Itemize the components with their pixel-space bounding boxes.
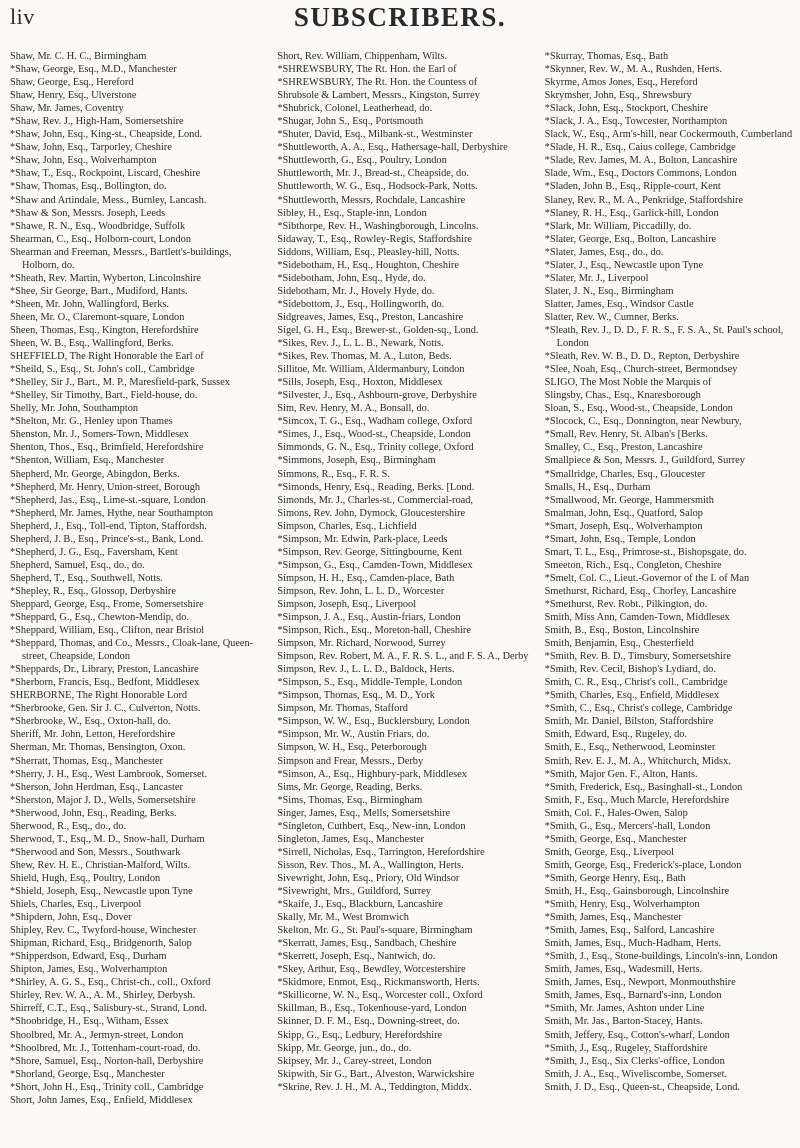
subscriber-entry: Smith, James, Esq., Newport, Monmouthshire — [544, 977, 736, 989]
subscriber-entry: Shenston, Mr. J., Somers-Town, Middlesex — [10, 429, 189, 441]
subscriber-entry: *Slack, John, Esq., Stockport, Cheshire — [544, 103, 709, 115]
subscriber-entry: Sherwood, R., Esq., do., do. — [10, 820, 127, 832]
subscriber-entry: *Slater, J., Esq., Newcastle upon Tyne — [544, 259, 704, 271]
subscriber-entry: *Shaw and Artindale, Mess., Burnley, Lancash. — [10, 194, 207, 206]
subscriber-entry: Short, Rev. William, Chippenham, Wilts. — [277, 51, 447, 62]
subscriber-entry: *Skrine, Rev. J. H., M. A., Teddington, Middx. — [277, 1081, 472, 1093]
subscriber-entry: *Sidebotham, John, Esq., Hyde, do. — [277, 272, 426, 284]
subscriber-entry: Smith, Mr. Daniel, Bilston, Staffordshire — [544, 716, 714, 728]
subscriber-entry: *Sidebottom, J., Esq., Hollingworth, do. — [277, 298, 445, 310]
subscriber-entry: *Smith, James, Esq., Manchester — [544, 912, 682, 924]
subscriber-entry: Smith, George, Esq., Frederick's-place, London — [544, 859, 742, 871]
subscriber-entry: *Slocock, C., Esq., Donnington, near Newbury, — [544, 416, 742, 428]
subscriber-entry: *Silvester, J., Esq., Ashbourn-grove, Derbyshire — [277, 390, 477, 402]
subscriber-entry: *Sherratt, Thomas, Esq., Manchester — [10, 755, 163, 767]
subscriber-entry: Shaw, Henry, Esq., Ulverstone — [10, 90, 137, 102]
subscriber-entry: *Smith, J., Esq., Rugeley, Staffordshire — [544, 1042, 708, 1054]
subscriber-entry: *Shepherd, Mr. Henry, Union-street, Borough — [10, 481, 201, 493]
subscriber-entry: Skillman, B., Esq., Tokenhouse-yard, London — [277, 1003, 467, 1015]
subscriber-entry: *Sherborn, Francis, Esq., Bedfont, Middlesex — [10, 677, 200, 689]
subscriber-entry: *Simcox, T. G., Esq., Wadham college, Oxford — [277, 416, 473, 428]
subscriber-entry: *Slater, James, Esq., do., do. — [544, 246, 664, 258]
subscriber-entry: *Sherwood, John, Esq., Reading, Berks. — [10, 807, 177, 819]
subscriber-entry: *Simes, J., Esq., Wood-st., Cheapside, London — [277, 429, 471, 441]
subscriber-entry: Simpson, Charles, Esq., Lichfield — [277, 520, 417, 532]
subscriber-entry: *Shield, Joseph, Esq., Newcastle upon Tyne — [10, 886, 193, 897]
subscriber-entry: *Sleath, Rev. W. B., D. D., Repton, Derbyshire — [544, 351, 740, 363]
subscriber-entry: Sloan, S., Esq., Wood-st., Cheapside, London — [544, 403, 733, 415]
subscriber-entry: Skipp, Mr. George, jun., do., do. — [277, 1042, 412, 1054]
subscriber-entry: Sillitoe, Mr. William, Aldermanbury, London — [277, 364, 465, 376]
subscriber-entry: Smeeton, Rich., Esq., Congleton, Cheshire — [544, 559, 722, 571]
subscriber-entry: Simpson, Rev. J., L. L. D., Baldock, Herts. — [277, 664, 455, 676]
subscriber-entry: *Smith, Henry, Esq., Wolverhampton — [544, 899, 700, 911]
subscriber-entry: *Smith, Major Gen. F., Alton, Hants. — [544, 768, 698, 780]
subscriber-entry: Shepherd, Mr. George, Abingdon, Berks. — [10, 468, 180, 480]
subscriber-entry: Shaw, George, Esq., Hereford — [10, 77, 134, 89]
subscriber-entry: SHERBORNE, The Right Honorable Lord — [10, 690, 188, 702]
subscriber-entry: *Smallwood, Mr. George, Hammersmith — [544, 494, 714, 506]
subscriber-entry: Shirley, Rev. W. A., A. M., Shirley, Derbysh. — [10, 990, 196, 1002]
subscriber-entry: *Shoobridge, H., Esq., Witham, Essex — [10, 1016, 169, 1028]
subscriber-entry: *Shepley, R., Esq., Glossop, Derbyshire — [10, 585, 176, 597]
subscriber-entry: *Shelley, Sir Timothy, Bart., Field-house, do. — [10, 390, 198, 402]
subscriber-entry: Smith, James, Esq., Much-Hadham, Herts. — [544, 938, 722, 950]
subscriber-entry: *Smith, J., Esq., Stone-buildings, Lincoln's-inn, London — [544, 951, 778, 963]
subscriber-entry: Shepherd, J., Esq., Toll-end, Tipton, Staffordsh. — [10, 520, 207, 532]
subscriber-entry: *Smith, Charles, Esq., Enfield, Middlesex — [544, 690, 720, 702]
subscriber-entry: *Slater, George, Esq., Bolton, Lancashire — [544, 233, 717, 245]
subscriber-entry: *Simpson, J. A., Esq., Austin-friars, London — [277, 612, 461, 624]
running-title: SUBSCRIBERS. — [293, 2, 507, 32]
subscriber-entry: Smalley, C., Esq., Preston, Lancashire — [544, 442, 703, 454]
subscriber-entry: *Smith, G., Esq., Mercers'-hall, London — [544, 820, 711, 832]
subscriber-entry: *Sivewright, Mrs., Guildford, Surrey — [277, 886, 432, 897]
subscriber-entry: Simpson, Joseph, Esq., Liverpool — [277, 598, 417, 610]
subscriber-entry: Smith, J. A., Esq., Wiveliscombe, Somerset. — [544, 1068, 728, 1080]
subscriber-entry: Sibley, H., Esq., Staple-inn, London — [277, 207, 427, 219]
subscriber-columns — [10, 50, 796, 1144]
subscriber-entry: *Simpson, Thomas, Esq., M. D., York — [277, 690, 435, 702]
subscriber-entry: Skelton, Mr. G., St. Paul's-square, Birmingham — [277, 925, 473, 937]
subscriber-entry: *Sherbrooke, W., Esq., Oxton-hall, do. — [10, 716, 171, 728]
subscriber-entry: Simpson, H. H., Esq., Camden-place, Bath — [277, 572, 455, 584]
subscriber-entry: *Sheppard, Thomas, and Co., Messrs., Cloak-lane, Queen-street, Cheapside, London — [10, 638, 254, 663]
subscriber-entry: Simons, Rev. John, Dymock, Gloucestershire — [277, 507, 466, 519]
subscriber-entry: Sivewright, John, Esq., Priory, Old Windsor — [277, 872, 460, 884]
subscriber-entry: *Shaw, George, Esq., M.D., Manchester — [10, 64, 177, 76]
subscriber-entry: Smith, Mr. Jas., Barton-Stacey, Hants. — [544, 1016, 703, 1028]
subscriber-entry: Shirreff, C.T., Esq., Salisbury-st., Strand, Lond. — [10, 1003, 207, 1015]
subscriber-entry: *Shaw & Son, Messrs. Joseph, Leeds — [10, 207, 166, 219]
subscriber-entry: *Smart, Joseph, Esq., Wolverhampton — [544, 520, 703, 532]
subscriber-entry: *Simpson, Mr. Edwin, Park-place, Leeds — [277, 533, 448, 545]
subscriber-entry: *Smith, J., Esq., Six Clerks'-office, London — [544, 1055, 725, 1067]
subscriber-entry: Smith, F., Esq., Much Marcle, Herefordshire — [544, 794, 730, 806]
subscriber-entry: Shrubsole & Lambert, Messrs., Kingston, Surrey — [277, 90, 480, 102]
subscriber-entry: Slade, Wm., Esq., Doctors Commons, London — [544, 168, 737, 180]
subscriber-entry: *Skillicorne, W. N., Esq., Worcester coll., Oxford — [277, 990, 483, 1002]
subscriber-entry: *Slaney, R. H., Esq., Garlick-hill, London — [544, 207, 719, 219]
subscriber-entry: *SHREWSBURY, The Rt. Hon. the Earl of — [277, 64, 457, 76]
subscriber-entry: Smart, T. L., Esq., Primrose-st., Bishopsgate, do. — [544, 546, 747, 558]
subscriber-entry: Smethurst, Richard, Esq., Chorley, Lancashire — [544, 585, 737, 597]
subscriber-entry: *Shaw, John, Esq., King-st., Cheapside, Lond. — [10, 129, 203, 141]
subscriber-entry: *Shirley, A. G. S., Esq., Christ-ch., coll., Oxford — [10, 977, 211, 989]
subscriber-entry: *SHREWSBURY, The Rt. Hon. the Countess of — [277, 77, 478, 89]
subscriber-entry: *Shaw, T., Esq., Rockpoint, Liscard, Cheshire — [10, 168, 201, 180]
subscriber-entry: *Smelt, Col. C., Lieut.-Governor of the I. of Man — [544, 572, 750, 584]
subscriber-entry: Singer, James, Esq., Mells, Somersetshire — [277, 807, 451, 819]
subscriber-entry: *Sheppard, G., Esq., Chewton-Mendip, do. — [10, 612, 189, 624]
subscriber-entry: Smith, Col. F., Hales-Owen, Salop — [544, 807, 688, 819]
subscriber-entry: Shaw, Mr. C. H. C., Birmingham — [10, 51, 147, 62]
column-2 — [277, 50, 528, 1144]
subscriber-entry: *Shuttleworth, Messrs, Rochdale, Lancashire — [277, 194, 466, 206]
subscriber-entry: Smith, C. R., Esq., Christ's coll., Cambridge — [544, 677, 728, 689]
subscriber-entry: *Sikes, Rev. J., L. L. B., Newark, Notts. — [277, 338, 444, 350]
subscriber-entry: Smith, Rev. E. J., M. A., Whitchurch, Midsx. — [544, 755, 731, 767]
subscriber-entry: Sheen, Thomas, Esq., Kington, Herefordshire — [10, 324, 199, 336]
subscriber-entry: *Simpson, S., Esq., Middle-Temple, London — [277, 677, 463, 689]
subscriber-entry: Simpson, Rev. Robert, M. A., F. R. S. L., and F. S. A., Derby — [277, 651, 529, 663]
subscriber-entry: *Skynner, Rev. W., M. A., Rushden, Herts. — [544, 64, 722, 76]
subscriber-entry: *Sherbrooke, Gen. Sir J. C., Culverton, Notts. — [10, 703, 201, 715]
subscriber-entry: Sisson, Rev. Thos., M. A., Wallington, Herts. — [277, 859, 464, 871]
subscriber-entry: *Shuttleworth, G., Esq., Poultry, London — [277, 155, 447, 167]
subscriber-entry: Slater, J. N., Esq., Birmingham — [544, 285, 674, 297]
subscriber-entry: *Shipdern, John, Esq., Dover — [10, 912, 132, 924]
subscriber-entry: *Sheppards, Dr., Library, Preston, Lancashire — [10, 664, 199, 676]
subscriber-entry: Simmonds, G. N., Esq., Trinity college, Oxford — [277, 442, 474, 454]
subscriber-entry: Sherman, Mr. Thomas, Bensington, Oxon. — [10, 742, 186, 754]
subscriber-entry: Sherwood, T., Esq., M. D., Snow-hall, Durham — [10, 833, 205, 845]
subscriber-entry: Smith, Benjamin, Esq., Chesterfield — [544, 638, 694, 650]
subscriber-entry: Shenton, Thos., Esq., Brimfield, Herefordshire — [10, 442, 204, 454]
subscriber-entry: *Singleton, Cuthbert, Esq., New-inn, London — [277, 820, 466, 832]
subscriber-entry: *Sladen, John B., Esq., Ripple-court, Kent — [544, 181, 721, 193]
subscriber-entry: *Shipperdson, Edward, Esq., Durham — [10, 951, 167, 963]
subscriber-entry: *Sheild, S., Esq., St. John's coll., Cambridge — [10, 364, 195, 376]
subscriber-entry: Simonds, Mr. J., Charles-st., Commercial-road, — [277, 494, 473, 506]
subscriber-entry: Shaw, Mr. James, Coventry — [10, 103, 124, 115]
subscriber-entry: *Skerratt, James, Esq., Sandbach, Cheshire — [277, 938, 457, 950]
subscriber-entry: Smith, Miss Ann, Camden-Town, Middlesex — [544, 612, 730, 624]
subscriber-entry: *Skerrett, Joseph, Esq., Nantwich, do. — [277, 951, 436, 963]
subscriber-entry: Smith, James, Esq., Barnard's-inn, London — [544, 990, 722, 1002]
subscriber-entry: Shew, Rev. H. E., Christian-Malford, Wilts. — [10, 859, 191, 871]
subscriber-entry: Simpson and Frear, Messrs., Derby — [277, 755, 424, 767]
subscriber-entry: *Smith, Rev. Cecil, Bishop's Lydiard, do. — [544, 664, 716, 676]
subscriber-entry: *Simpson, Mr. W., Austin Friars, do. — [277, 729, 430, 741]
subscriber-entry: *Smethurst, Rev. Robt., Pilkington, do. — [544, 598, 708, 610]
subscriber-entry: *Sirrell, Nicholas, Esq., Tarrington, Herefordshire — [277, 846, 485, 858]
subscriber-entry: Shipman, Richard, Esq., Bridgenorth, Salop — [10, 938, 192, 950]
subscriber-entry: *Smith, Mr. James, Ashton under Line — [544, 1003, 705, 1015]
subscriber-entry: *Simpson, Rich., Esq., Moreton-hall, Cheshire — [277, 625, 471, 637]
subscriber-entry: Smalls, H., Esq., Durham — [544, 481, 651, 493]
subscriber-entry: *Sheen, Mr. John, Wallingford, Berks. — [10, 298, 170, 310]
subscriber-entry: *Shuttleworth, A. A., Esq., Hathersage-hall, Derbyshire — [277, 142, 508, 154]
subscriber-entry: Shearman, C., Esq., Holborn-court, London — [10, 233, 191, 245]
subscriber-entry: *Shorland, George, Esq., Manchester — [10, 1068, 165, 1080]
subscriber-entry: Shepherd, T., Esq., Southwell, Notts. — [10, 572, 163, 584]
subscriber-entry: Shelly, Mr. John, Southampton — [10, 403, 139, 415]
subscriber-entry: Sheen, Mr. O., Claremont-square, London — [10, 311, 185, 323]
subscriber-entry: Sidaway, T., Esq., Rowley-Regis, Staffordshire — [277, 233, 473, 245]
subscriber-entry: *Slee, Noah, Esq., Church-street, Bermondsey — [544, 364, 738, 376]
subscriber-entry: *Shugar, John S., Esq., Portsmouth — [277, 116, 424, 128]
subscriber-entry: *Shenton, William, Esq., Manchester — [10, 455, 165, 467]
subscriber-entry: *Sidebotham, H., Esq., Houghton, Cheshire — [277, 259, 459, 271]
subscriber-entry: *Simpson, Rev. George, Sittingbourne, Kent — [277, 546, 463, 558]
subscriber-entry: Shoolbred, Mr. A., Jermyn-street, London — [10, 1029, 184, 1041]
subscriber-entry: Sim, Rev. Henry, M. A., Bonsall, do. — [277, 403, 430, 415]
subscriber-entry: Shield, Hugh, Esq., Poultry, London — [10, 872, 161, 884]
subscriber-entry: *Simmons, Joseph, Esq., Birmingham — [277, 455, 436, 467]
subscriber-entry: *Shuter, David, Esq., Milbank-st., Westminster — [277, 129, 473, 141]
subscriber-entry: *Skidmore, Enmot, Esq., Rickmansworth, Herts. — [277, 977, 480, 989]
subscriber-entry: *Skurray, Thomas, Esq., Bath — [544, 51, 669, 62]
subscriber-entry: Slatter, Rev. W., Cumner, Berks. — [544, 311, 679, 323]
subscriber-entry: Smith, J. D., Esq., Queen-st., Cheapside, Lond. — [544, 1081, 741, 1093]
subscriber-entry: Smallpiece & Son, Messrs. J., Guildford, Surrey — [544, 455, 745, 467]
subscriber-entry: *Smallridge, Charles, Esq., Gloucester — [544, 468, 706, 480]
subscriber-entry: Smith, H., Esq., Gainsborough, Lincolnshire — [544, 886, 730, 897]
subscriber-entry: SHEFFIELD, The Right Honorable the Earl of — [10, 351, 204, 363]
subscriber-entry: *Shelton, Mr. G., Henley upon Thames — [10, 416, 173, 428]
subscriber-entry: *Sikes, Rev. Thomas, M. A., Luton, Beds. — [277, 351, 452, 363]
subscriber-entry: *Simonds, Henry, Esq., Reading, Berks. [Lond. — [277, 481, 475, 493]
subscriber-entry: Shearman and Freeman, Messrs., Bartlett's-buildings, Holborn, do. — [10, 246, 232, 271]
subscriber-entry: Shuttleworth, Mr. J., Bread-st., Cheapside, do. — [277, 168, 469, 180]
subscriber-entry: *Slade, Rev. James, M. A., Bolton, Lancashire — [544, 155, 738, 167]
subscriber-entry: *Shelley, Sir J., Bart., M. P., Maresfield-park, Sussex — [10, 377, 230, 389]
subscriber-entry: Smith, E., Esq., Netherwood, Leominster — [544, 742, 716, 754]
subscriber-entry: *Shaw, Thomas, Esq., Bollington, do. — [10, 181, 167, 193]
subscriber-entry: Skipsey, Mr. J., Carey-street, London — [277, 1055, 432, 1067]
page-number: liv — [10, 4, 35, 29]
subscriber-entry: *Shoolbred, Mr. J., Tottenham-court-road, do. — [10, 1042, 201, 1054]
subscriber-entry: Shepherd, J. B., Esq., Prince's-st., Bank, Lond. — [10, 533, 204, 545]
subscriber-entry: *Smith, Frederick, Esq., Basinghall-st., London — [544, 781, 743, 793]
subscriber-entry: Skrymsher, John, Esq., Shrewsbury — [544, 90, 692, 102]
subscriber-entry: Sheppard, George, Esq., Frome, Somersetshire — [10, 598, 204, 610]
subscriber-entry: *Short, John H., Esq., Trinity coll., Cambridge — [10, 1081, 204, 1093]
subscriber-entry: Smith, Jeffery, Esq., Cotton's-wharf, London — [544, 1029, 730, 1041]
subscriber-entry: Simpson, Rev. John, L. L. D., Worcester — [277, 585, 445, 597]
subscriber-entry: Slaney, Rev. R., M. A., Penkridge, Staffordshire — [544, 194, 744, 206]
subscriber-entry: *Slark, Mr. William, Piccadilly, do. — [544, 220, 692, 232]
subscriber-entry: *Sills, Joseph, Esq., Hoxton, Middlesex — [277, 377, 443, 389]
subscriber-entry: *Slater, Mr. J., Liverpool — [544, 272, 649, 284]
subscriber-entry: Shepherd, Samuel, Esq., do., do. — [10, 559, 145, 571]
subscriber-entry: *Sherston, Major J. D., Wells, Somersetshire — [10, 794, 196, 806]
subscriber-entry: Shipton, James, Esq., Wolverhampton — [10, 964, 168, 976]
subscriber-entry: Short, John James, Esq., Enfield, Middlesex — [10, 1094, 193, 1106]
subscriber-entry: *Shubrick, Colonel, Leatherhead, do. — [277, 103, 433, 115]
subscriber-entry: *Smith, C., Esq., Christ's college, Cambridge — [544, 703, 733, 715]
subscriber-entry: *Smith, George, Esq., Manchester — [544, 833, 687, 845]
subscriber-entry: *Small, Rev. Henry, St. Alban's [Berks. — [544, 429, 708, 441]
subscriber-entry: Shuttleworth, W. G., Esq., Hodsock-Park, Notts. — [277, 181, 478, 193]
subscriber-entry: Slingsby, Chas., Esq., Knaresborough — [544, 390, 701, 402]
column-1 — [10, 50, 261, 1144]
subscriber-entry: *Slade, H. R., Esq., Caius college, Cambridge — [544, 142, 736, 154]
subscriber-entry: Simpson, W. H., Esq., Peterborough — [277, 742, 427, 754]
subscriber-entry: *Sibthorpe, Rev. H., Washingborough, Lincolns. — [277, 220, 479, 232]
subscriber-entry: Sims, Mr. George, Reading, Berks. — [277, 781, 423, 793]
subscriber-entry: *Simpson, G., Esq., Camden-Town, Middlesex — [277, 559, 473, 571]
subscriber-entry: Skipp, G., Esq., Ledbury, Herefordshire — [277, 1029, 443, 1041]
subscriber-entry: Smalman, John, Esq., Quatford, Salop — [544, 507, 703, 519]
subscriber-entry: *Shee, Sir George, Bart., Mudiford, Hants. — [10, 285, 188, 297]
subscriber-entry: *Smith, James, Esq., Salford, Lancashire — [544, 925, 715, 937]
subscriber-entry: Skally, Mr. M., West Bromwich — [277, 912, 409, 924]
subscriber-entry: *Smart, John, Esq., Temple, London — [544, 533, 696, 545]
subscriber-entry: *Smith, George Henry, Esq., Bath — [544, 872, 686, 884]
subscriber-entry: *Sims, Thomas, Esq., Birmingham — [277, 794, 423, 806]
subscriber-entry: Smith, Edward, Esq., Rugeley, do. — [544, 729, 688, 741]
subscriber-entry: Skyrme, Amos Jones, Esq., Hereford — [544, 77, 698, 89]
subscriber-entry: *Sherry, J. H., Esq., West Lambrook, Somerset. — [10, 768, 208, 780]
subscriber-entry: *Shawe, R. N., Esq., Woodbridge, Suffolk — [10, 220, 186, 232]
subscriber-entry: Simpson, Mr. Richard, Norwood, Surrey — [277, 638, 446, 650]
subscriber-entry: *Slack, J. A., Esq., Towcester, Northampton — [544, 116, 728, 128]
subscriber-entry: Skinner, D. F. M., Esq., Downing-street, do. — [277, 1016, 460, 1028]
subscriber-entry: *Shepherd, Mr. James, Hythe, near Southampton — [10, 507, 214, 519]
subscriber-entry: SLIGO, The Most Noble the Marquis of — [544, 377, 712, 389]
subscriber-entry: Sigel, G. H., Esq., Brewer-st., Golden-sq., Lond. — [277, 324, 479, 336]
subscriber-entry: *Simpson, W. W., Esq., Bucklersbury, London — [277, 716, 470, 728]
subscriber-entry: Simmons, R., Esq., F. R. S. — [277, 468, 391, 480]
subscriber-entry: Sidgreaves, James, Esq., Preston, Lancashire — [277, 311, 464, 323]
subscriber-entry: Shipley, Rev. C., Twyford-house, Winchester — [10, 925, 197, 937]
subscriber-entry: *Shepherd, J. G., Esq., Faversham, Kent — [10, 546, 178, 558]
subscriber-entry: *Shaw, John, Esq., Tarporley, Cheshire — [10, 142, 172, 154]
subscriber-entry: Smith, George, Esq., Liverpool — [544, 846, 675, 858]
subscriber-entry: Siddons, William, Esq., Pleasley-hill, Notts. — [277, 246, 460, 258]
page-header — [0, 0, 800, 44]
subscriber-entry: *Shepherd, Jas., Esq., Lime-st.-square, London — [10, 494, 206, 506]
subscriber-entry: Slack, W., Esq., Arm's-hill, near Cockermouth, Cumberland — [544, 129, 793, 141]
column-3 — [545, 50, 796, 1144]
subscriber-entry: Smith, B., Esq., Boston, Lincolnshire — [544, 625, 700, 637]
subscriber-entry: *Sherwood and Son, Messrs., Southwark — [10, 846, 181, 858]
subscriber-entry: Smith, James, Esq., Wadesmill, Herts. — [544, 964, 703, 976]
subscriber-entry: Sidebotham, Mr. J., Hovely Hyde, do. — [277, 285, 435, 297]
subscriber-entry: *Sheath, Rev. Martin, Wyberton, Lincolnshire — [10, 272, 201, 284]
subscriber-entry: *Shaw, John, Esq., Wolverhampton — [10, 155, 157, 167]
subscriber-entry: Slatter, James, Esq., Windsor Castle — [544, 298, 694, 310]
subscriber-entry: *Shore, Samuel, Esq., Norton-hall, Derbyshire — [10, 1055, 204, 1067]
subscriber-entry: *Skey, Arthur, Esq., Bewdley, Worcestershire — [277, 964, 466, 976]
subscriber-entry: Skipwith, Sir G., Bart., Alveston, Warwickshire — [277, 1068, 475, 1080]
subscriber-entry: *Sleath, Rev. J., D. D., F. R. S., F. S. A., St. Paul's school, London — [544, 324, 784, 350]
subscriber-entry: Shiels, Charles, Esq., Liverpool — [10, 899, 142, 911]
subscriber-entry: Simpson, Mr. Thomas, Stafford — [277, 703, 408, 715]
subscriber-entry: *Smith, Rev. B. D., Timsbury, Somersetshire — [544, 651, 731, 663]
subscriber-entry: *Shaw, Rev. J., High-Ham, Somersetshire — [10, 116, 184, 128]
subscriber-entry: Sheen, W. B., Esq., Wallingford, Berks. — [10, 338, 174, 350]
subscriber-entry: Sheriff, Mr. John, Letton, Herefordshire — [10, 729, 176, 741]
subscriber-entry: *Sherson, John Herdman, Esq., Lancaster — [10, 781, 183, 793]
subscriber-entry: *Sheppard, William, Esq., Clifton, near Bristol — [10, 625, 205, 637]
subscriber-entry: *Simson, A., Esq., Highbury-park, Middlesex — [277, 768, 467, 780]
subscriber-entry: Singleton, James, Esq., Manchester — [277, 833, 425, 845]
subscriber-entry: *Skaife, J., Esq., Blackburn, Lancashire — [277, 899, 443, 911]
